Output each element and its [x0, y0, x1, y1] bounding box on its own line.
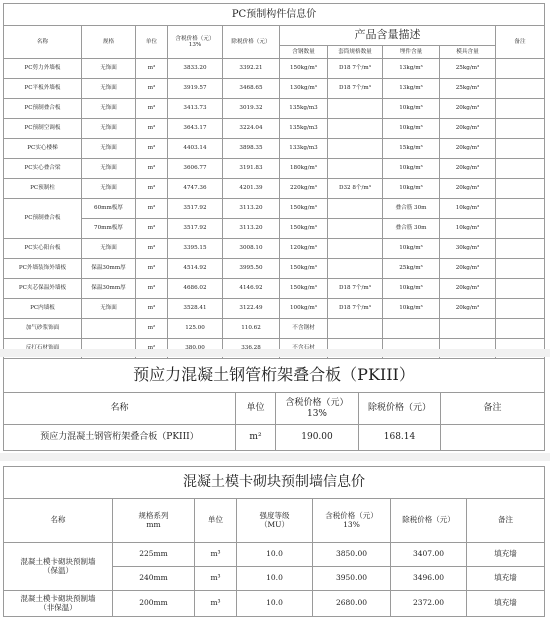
row-embed: 10kg/m³ [383, 179, 440, 199]
row-tax: 3950.00 [313, 567, 391, 591]
row-note: 填充墙 [467, 543, 545, 567]
row-sleeve [328, 139, 383, 159]
table-row [4, 179, 545, 199]
row-tax: 4514.92 [168, 259, 223, 279]
row-notax: 3468.65 [223, 79, 280, 99]
row-unit: m³ [136, 199, 168, 219]
row-embed: 叠合筋 30m [383, 219, 440, 239]
header-unit: 单位 [236, 393, 276, 425]
pc-table-title: PC预制构件信息价 [4, 4, 545, 26]
row-sleeve: D32 8个/m³ [328, 179, 383, 199]
row-sleeve [328, 219, 383, 239]
row-name: PC预制空调板 [4, 119, 82, 139]
row-unit: m² [236, 425, 276, 451]
row-name: PC平板外墙板 [4, 79, 82, 99]
header-mold: 模具含量 [440, 46, 496, 59]
row-tax: 3413.73 [168, 99, 223, 119]
row-spec: 无饰面 [82, 299, 136, 319]
row-notax: 168.14 [359, 425, 441, 451]
row-note [496, 179, 545, 199]
row-steel: 150kg/m³ [280, 219, 328, 239]
row-steel: 130kg/m³ [280, 79, 328, 99]
row-steel: 100kg/m³ [280, 299, 328, 319]
table-row [4, 199, 545, 219]
row-embed: 13kg/m³ [383, 79, 440, 99]
table-row [4, 99, 545, 119]
row-tax: 2680.00 [313, 591, 391, 617]
row-note [496, 259, 545, 279]
row-unit: m³ [136, 79, 168, 99]
row-note [496, 299, 545, 319]
row-notax: 3008.10 [223, 239, 280, 259]
row-unit: m³ [136, 239, 168, 259]
header-spec [113, 499, 195, 543]
row-notax: 3122.49 [223, 299, 280, 319]
row-unit: m³ [136, 99, 168, 119]
row-sleeve: D18 7个/m³ [328, 59, 383, 79]
row-tax: 190.00 [276, 425, 359, 451]
row-grade: 10.0 [237, 567, 313, 591]
block-wall-table-title: 混凝土模卡砌块预制墙信息价 [4, 467, 545, 499]
row-steel: 120kg/m³ [280, 239, 328, 259]
row-mold: 10kg/m³ [440, 219, 496, 239]
table-row [4, 425, 545, 451]
row-mold: 20kg/m³ [440, 259, 496, 279]
pc-rows-a [4, 59, 545, 199]
row-sleeve: D18 7个/m³ [328, 79, 383, 99]
row-sleeve [328, 159, 383, 179]
row-notax: 3224.04 [223, 119, 280, 139]
block-wall-table-block [3, 466, 544, 617]
row-steel: 135kg/m3 [280, 99, 328, 119]
header-unit: 单位 [195, 499, 237, 543]
header-note: 备注 [467, 499, 545, 543]
table-row [4, 119, 545, 139]
row-unit: m³ [136, 299, 168, 319]
section-separator [0, 453, 550, 461]
row-tax: 4747.36 [168, 179, 223, 199]
row-spec: 200mm [113, 591, 195, 617]
table-row [4, 239, 545, 259]
row-note [496, 219, 545, 239]
row-embed [383, 319, 440, 339]
row-notax: 3898.35 [223, 139, 280, 159]
row-tax: 3395.15 [168, 239, 223, 259]
row-name: PC内墙板 [4, 299, 82, 319]
row-note: 填充墙 [467, 567, 545, 591]
row-embed: 10kg/m³ [383, 159, 440, 179]
row-spec: 无饰面 [82, 139, 136, 159]
header-content-group: 产品含量描述 [280, 26, 496, 46]
row-tax: 125.00 [168, 319, 223, 339]
row-note [496, 279, 545, 299]
row-unit: m³ [136, 159, 168, 179]
row-embed: 10kg/m³ [383, 239, 440, 259]
row-name: PC夹芯保温外墙板 [4, 279, 82, 299]
row-mold: 20kg/m³ [440, 139, 496, 159]
row-notax: 4201.39 [223, 179, 280, 199]
header-tax-price [276, 393, 359, 425]
row-sleeve [328, 319, 383, 339]
row-sleeve [328, 119, 383, 139]
header-spec: 规格 [82, 26, 136, 59]
row-notax: 110.62 [223, 319, 280, 339]
row-mold: 25kg/m³ [440, 79, 496, 99]
row-name: PC预制柱 [4, 179, 82, 199]
row-notax: 3019.32 [223, 99, 280, 119]
row-notax: 2372.00 [391, 591, 467, 617]
row-sleeve [328, 199, 383, 219]
group-line2: （非保温） [39, 602, 77, 612]
block-wall-table [3, 466, 545, 617]
row-embed: 13kg/m³ [383, 59, 440, 79]
row-note [441, 425, 545, 451]
row-note [496, 99, 545, 119]
row-note: 填充墙 [467, 591, 545, 617]
table-row [4, 279, 545, 299]
row-notax: 3995.50 [223, 259, 280, 279]
group-line1: 混凝土模卡砌块预制墙 [20, 556, 96, 566]
row-steel: 150kg/m³ [280, 279, 328, 299]
row-group-name [4, 543, 113, 591]
table-row [4, 259, 545, 279]
table-row [4, 219, 545, 239]
pk3-table [3, 358, 545, 451]
row-mold: 20kg/m³ [440, 179, 496, 199]
row-mold: 20kg/m³ [440, 99, 496, 119]
row-unit: m³ [136, 119, 168, 139]
table-row [4, 543, 545, 567]
row-tax: 4403.14 [168, 139, 223, 159]
header-spec-line2: mm [146, 519, 161, 529]
row-embed: 15kg/m³ [383, 139, 440, 159]
header-tax-line2: 13% [306, 408, 327, 419]
row-note [496, 319, 545, 339]
row-steel: 150kg/m³ [280, 59, 328, 79]
row-spec: 240mm [113, 567, 195, 591]
row-steel: 150kg/m³ [280, 259, 328, 279]
row-mold: 30kg/m³ [440, 239, 496, 259]
row-name: PC剪力外墙板 [4, 59, 82, 79]
row-tax: 3517.92 [168, 199, 223, 219]
row-spec: 保温30mm厚 [82, 279, 136, 299]
table-row [4, 591, 545, 617]
row-steel: 180kg/m³ [280, 159, 328, 179]
row-spec: 无饰面 [82, 79, 136, 99]
header-grade [237, 499, 313, 543]
table-row [4, 59, 545, 79]
row-tax: 4686.02 [168, 279, 223, 299]
row-tax: 3517.92 [168, 219, 223, 239]
row-spec: 无饰面 [82, 239, 136, 259]
row-mold: 20kg/m³ [440, 119, 496, 139]
row-spec: 70mm板厚 [82, 219, 136, 239]
row-tax: 3606.77 [168, 159, 223, 179]
row-notax: 3113.20 [223, 219, 280, 239]
row-tax: 3919.57 [168, 79, 223, 99]
header-unit: 单位 [136, 26, 168, 59]
header-steel: 含钢数量 [280, 46, 328, 59]
header-sleeve: 套筒规格数量 [328, 46, 383, 59]
row-mold: 20kg/m³ [440, 279, 496, 299]
header-note: 备注 [496, 26, 545, 59]
row-steel: 133kg/m3 [280, 139, 328, 159]
row-notax: 3113.20 [223, 199, 280, 219]
row-spec: 无饰面 [82, 119, 136, 139]
row-spec: 无饰面 [82, 159, 136, 179]
header-spec-line1: 规格系列 [138, 510, 169, 520]
row-notax: 3392.21 [223, 59, 280, 79]
table-row [4, 139, 545, 159]
row-mold [440, 319, 496, 339]
row-notax: 3496.00 [391, 567, 467, 591]
row-mold: 25kg/m³ [440, 59, 496, 79]
header-tax-line2: 13% [343, 519, 360, 529]
row-unit: m³ [195, 567, 237, 591]
row-spec: 无饰面 [82, 59, 136, 79]
header-notax-price: 除税价格（元） [359, 393, 441, 425]
pk3-table-title: 预应力混凝土钢管桁架叠合板（PKIII） [4, 359, 545, 393]
row-tax: 3850.00 [313, 543, 391, 567]
row-steel: 135kg/m3 [280, 119, 328, 139]
row-embed: 叠合筋 30m [383, 199, 440, 219]
row-sleeve: D18 7个/m³ [328, 299, 383, 319]
header-note: 备注 [441, 393, 545, 425]
row-name: PC实心叠合梁 [4, 159, 82, 179]
section-separator [0, 349, 550, 357]
row-spec: 225mm [113, 543, 195, 567]
row-spec: 无饰面 [82, 179, 136, 199]
pc-price-table [3, 3, 545, 359]
row-note [496, 159, 545, 179]
table-row [4, 299, 545, 319]
row-spec: 60mm板厚 [82, 199, 136, 219]
row-unit: m³ [136, 59, 168, 79]
group-line1: 混凝土模卡砌块预制墙 [20, 593, 96, 603]
row-name: 预应力混凝土钢管桁架叠合板（PKIII） [4, 425, 236, 451]
row-embed: 10kg/m³ [383, 279, 440, 299]
header-tax-line1: 含税价格（元） [325, 510, 378, 520]
row-note [496, 239, 545, 259]
row-sleeve [328, 99, 383, 119]
row-sleeve [328, 239, 383, 259]
row-name: PC预制叠合板 [4, 199, 82, 239]
row-name: PC外墙装饰外墙板 [4, 259, 82, 279]
row-notax: 3191.83 [223, 159, 280, 179]
row-tax: 3643.17 [168, 119, 223, 139]
header-grade-line1: 强度等级 [259, 510, 290, 520]
table-row [4, 79, 545, 99]
row-unit: m³ [195, 591, 237, 617]
pc-rows-b [4, 239, 545, 359]
header-name: 名称 [4, 393, 236, 425]
row-embed: 10kg/m³ [383, 299, 440, 319]
row-name: PC实心楼梯 [4, 139, 82, 159]
row-spec: 无饰面 [82, 99, 136, 119]
row-grade: 10.0 [237, 591, 313, 617]
row-group-name [4, 591, 113, 617]
row-steel: 220kg/m³ [280, 179, 328, 199]
header-notax-price: 除税价格（元） [391, 499, 467, 543]
header-name: 名称 [4, 26, 82, 59]
row-note [496, 119, 545, 139]
header-grade-line2: （MU） [259, 519, 289, 529]
row-notax: 4146.92 [223, 279, 280, 299]
row-unit: m³ [195, 543, 237, 567]
row-unit: m³ [136, 139, 168, 159]
row-unit: m³ [136, 259, 168, 279]
row-spec: 保温30mm厚 [82, 259, 136, 279]
row-embed: 10kg/m³ [383, 119, 440, 139]
row-unit: m³ [136, 179, 168, 199]
row-note [496, 79, 545, 99]
row-note [496, 139, 545, 159]
row-sleeve [328, 259, 383, 279]
row-steel: 150kg/m³ [280, 199, 328, 219]
row-embed: 10kg/m³ [383, 99, 440, 119]
row-embed: 25kg/m³ [383, 259, 440, 279]
row-note [496, 59, 545, 79]
row-mold: 10kg/m³ [440, 199, 496, 219]
pk3-table-block [3, 358, 544, 451]
row-spec [82, 319, 136, 339]
row-tax: 3528.41 [168, 299, 223, 319]
row-steel: 不含钢材 [280, 319, 328, 339]
table-row [4, 319, 545, 339]
header-tax-price [313, 499, 391, 543]
header-tax-price: 含税价格（元）13% [168, 26, 223, 59]
row-unit: m² [136, 319, 168, 339]
row-unit: m³ [136, 279, 168, 299]
row-tax: 3833.20 [168, 59, 223, 79]
row-mold: 20kg/m³ [440, 159, 496, 179]
row-notax: 3407.00 [391, 543, 467, 567]
row-mold: 20kg/m³ [440, 299, 496, 319]
header-notax-price: 除税价格（元） [223, 26, 280, 59]
pc-price-table-block [3, 3, 544, 359]
header-embed: 埋件含量 [383, 46, 440, 59]
row-unit: m³ [136, 219, 168, 239]
header-tax-line1: 含税价格（元） [285, 398, 349, 409]
group-line2: （保温） [43, 565, 73, 575]
row-grade: 10.0 [237, 543, 313, 567]
header-name: 名称 [4, 499, 113, 543]
row-name: 加气砂浆饰面 [4, 319, 82, 339]
table-row [4, 159, 545, 179]
row-name: PC预制叠合板 [4, 99, 82, 119]
row-note [496, 199, 545, 219]
row-name: PC实心阳台板 [4, 239, 82, 259]
row-sleeve: D18 7个/m³ [328, 279, 383, 299]
